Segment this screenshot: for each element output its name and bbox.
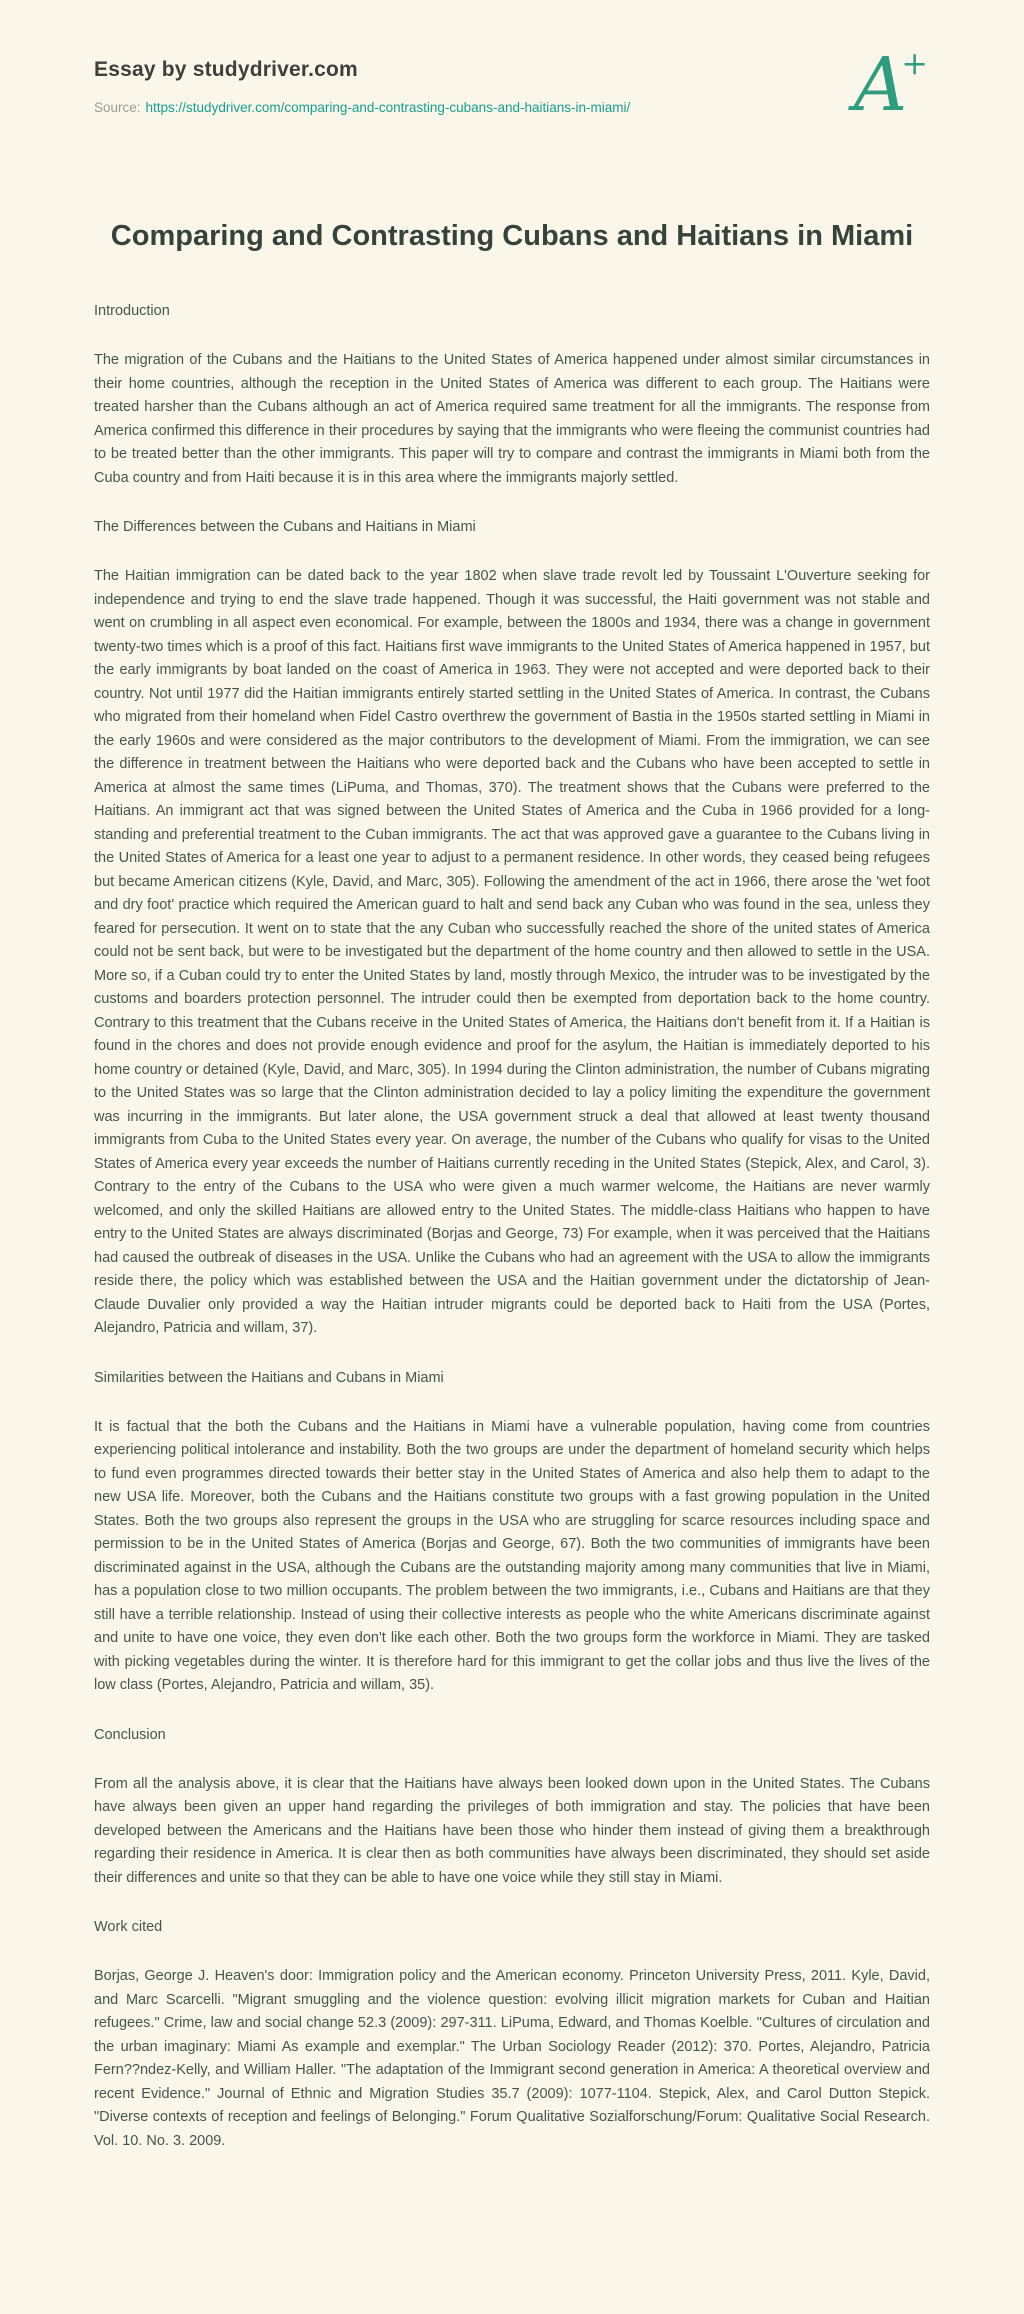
section-conclusion xyxy=(94,1724,930,1891)
section-differences xyxy=(94,516,930,1341)
logo-plus-sign: + xyxy=(901,44,928,82)
section-heading: The Differences between the Cubans and Haitians in Miami xyxy=(94,519,476,536)
source-line xyxy=(94,98,630,118)
section-paragraph: The Haitian immigration can be dated back to the year 1802 when slave trade revolt led by Toussaint L'Ouverture seeking for independence and trying to end the slave trade happened. Though it was successful, the Haiti government was not stable and went on crumbling in all aspect even economical. For example, between the 1800s and 1934, there was a change in government twenty-two times which is a proof of this fact. Haitians first wave immigrants to the United States of America happened in 1957, but the early immigrants by boat landed on the coast of America in 1963. They were not accepted and were deported back to their country. Not until 1977 did the Haitian immigrants entirely started settling in the United States of America. In contrast, the Cubans who migrated from their homeland when Fidel Castro overthrew the government of Bastia in the 1950s started settling in Miami in the early 1960s and were considered as the major contributors to the development of Miami. From the immigration, we can see the difference in treatment between the Haitians who were deported back and the Cubans who have been accepted to settle in America at almost the same times (LiPuma, and Thomas, 370). The treatment shows that the Cubans were preferred to the Haitians. An immigrant act that was signed between the United States of America and the Cuba in 1966 provided for a long-standing and preferential treatment to the Cuban immigrants. The act that was approved gave a guarantee to the Cubans living in the United States of America for a least one year to adjust to a permanent residence. In other words, they ceased being refugees but became American citizens (Kyle, David, and Marc, 305). Following the amendment of the act in 1966, there arose the 'wet foot and dry foot' practice which required the American guard to halt and send back any Cuban who was found in the sea, unless they feared for persecution. It went on to state that the any Cuban who successfully reached the shore of the united states of America could not be sent back, but were to be investigated but the department of the home country and then allowed to settle in the USA. More so, if a Cuban could try to enter the United States by land, mostly through Mexico, the intruder was to be investigated by the customs and boarders protection personnel. The intruder could then be exempted from deportation back to the home country. Contrary to this treatment that the Cubans receive in the United States of America, the Haitians don't benefit from it. If a Haitian is found in the chores and does not provide enough evidence and proof for the asylum, the Haitian is immediately deported to his home country or detained (Kyle, David, and Marc, 305). In 1994 during the Clinton administration, the number of Cubans migrating to the United States was so large that the Clinton administration decided to lay a policy limiting the expenditure the government was incurring in the immigrants. But later alone, the USA government struck a deal that allowed at least twenty thousand immigrants from Cuba to the United States every year. On average, the number of the Cubans who qualify for visas to the United States of America every year exceeds the number of Haitians currently receding in the United States (Stepick, Alex, and Carol, 3). Contrary to the entry of the Cubans to the USA who were given a much warmer welcome, the Haitians are never warmly welcomed, and only the skilled Haitians are allowed entry to the United States. The middle-class Haitians who happen to have entry to the United States are always discriminated (Borjas and George, 73) For example, when it was perceived that the Haitians had caused the outbreak of diseases in the USA. Unlike the Cubans who had an agreement with the USA to allow the immigrants reside there, the policy which was established between the USA and the Haitian government under the dictatorship of Jean-Claude Duvalier only provided a way the Haitian intruder migrants could be deported back to Haiti from the USA (Portes, Alejandro, Patricia and willam, 37). xyxy=(94,568,930,1337)
section-introduction xyxy=(94,300,930,490)
section-paragraph: It is factual that the both the Cubans and the Haitians in Miami have a vulnerable population, having come from countries experiencing political intolerance and instability. Both the two groups are under the department of homeland security which helps to fund even programmes directed towards their better stay in the United States of America and also help them to adapt to the new USA life. Moreover, both the Cubans and the Haitians constitute two groups with a fast growing population in the United States. Both the two groups also represent the groups in the USA who are struggling for scarce resources including space and permission to be in the United States of America (Borjas and George, 67). Both the two communities of immigrants have been discriminated against in the USA, although the Cubans are the outstanding majority among many communities that live in Miami, has a population close to two million occupants. The problem between the two immigrants, i.e., Cubans and Haitians are that they still have a terrible relationship. Instead of using their collective interests as people who the white Americans discriminate against and unite to have one voice, they even don't like each other. Both the two groups form the workforce in Miami. They are tasked with picking vegetables during the winter. It is therefore hard for this immigrant to get the collar jobs and thus live the lives of the low class (Portes, Alejandro, Patricia and willam, 35). xyxy=(94,1418,930,1694)
site-title: Essay by studydriver.com xyxy=(94,58,358,81)
section-heading: Work cited xyxy=(94,1919,163,1936)
essay-title: Comparing and Contrasting Cubans and Haitians in Miami xyxy=(110,220,914,252)
essay-content xyxy=(94,218,930,2153)
section-heading: Introduction xyxy=(94,303,170,320)
section-work-cited xyxy=(94,1916,930,2153)
source-label: Source: xyxy=(94,100,141,115)
logo-letter-a: A xyxy=(853,42,908,128)
header-text-block xyxy=(94,52,630,118)
section-paragraph: From all the analysis above, it is clear that the Haitians have always been looked down upon in the United States. The Cubans have always been given an upper hand regarding the privileges of both immigration and stay. The policies that have been developed between the Americans and the Haitians have been those who hinder them instead of giving them a breakthrough regarding their residence in America. It is clear then as both communities have always been discriminated, they should set aside their differences and unite so that they can be able to have one voice while they still stay in Miami. xyxy=(94,1775,930,1886)
section-paragraph: The migration of the Cubans and the Haitians to the United States of America happened under almost similar circumstances in their home countries, although the reception in the United States of America was different to each group. The Haitians were treated harsher than the Cubans although an act of America required same treatment for all the immigrants. The response from America confirmed this difference in their procedures by saying that the immigrants who were fleeing the communist countries had to be treated better than the other immigrants. This paper will try to compare and contrast the immigrants in Miami both from the Cuba country and from Haiti because it is in this area where the immigrants majorly settled. xyxy=(94,352,930,486)
header xyxy=(94,42,930,128)
studydriver-a-plus-logo-icon xyxy=(853,42,928,128)
section-similarities xyxy=(94,1367,930,1698)
section-heading: Similarities between the Haitians and Cubans in Miami xyxy=(94,1369,444,1386)
section-paragraph: Borjas, George J. Heaven's door: Immigration policy and the American economy. Princeton University Press, 2011. Kyle, David, and Marc Scarcelli. "Migrant smuggling and the violence question: evolving illicit migration markets for Cuban and Haitian refugees." Crime, law and social change 52.3 (2009): 297-311. LiPuma, Edward, and Thomas Koelble. "Cultures of circulation and the urban imaginary: Miami As example and exemplar." The Urban Sociology Reader (2012): 370. Portes, Alejandro, Patricia Fern??ndez-Kelly, and William Haller. "The adaptation of the Immigrant second generation in America: A theoretical overview and recent Evidence." Journal of Ethnic and Migration Studies 35.7 (2009): 1077-1104. Stepick, Alex, and Carol Dutton Stepick. "Diverse contexts of reception and feelings of Belonging." Forum Qualitative Sozialforschung/Forum: Qualitative Social Research. Vol. 10. No. 3. 2009. xyxy=(94,1968,930,2149)
source-url-link[interactable]: https://studydriver.com/comparing-and-contrasting-cubans-and-haitians-in-miami/ xyxy=(145,100,631,115)
section-heading: Conclusion xyxy=(94,1726,166,1743)
